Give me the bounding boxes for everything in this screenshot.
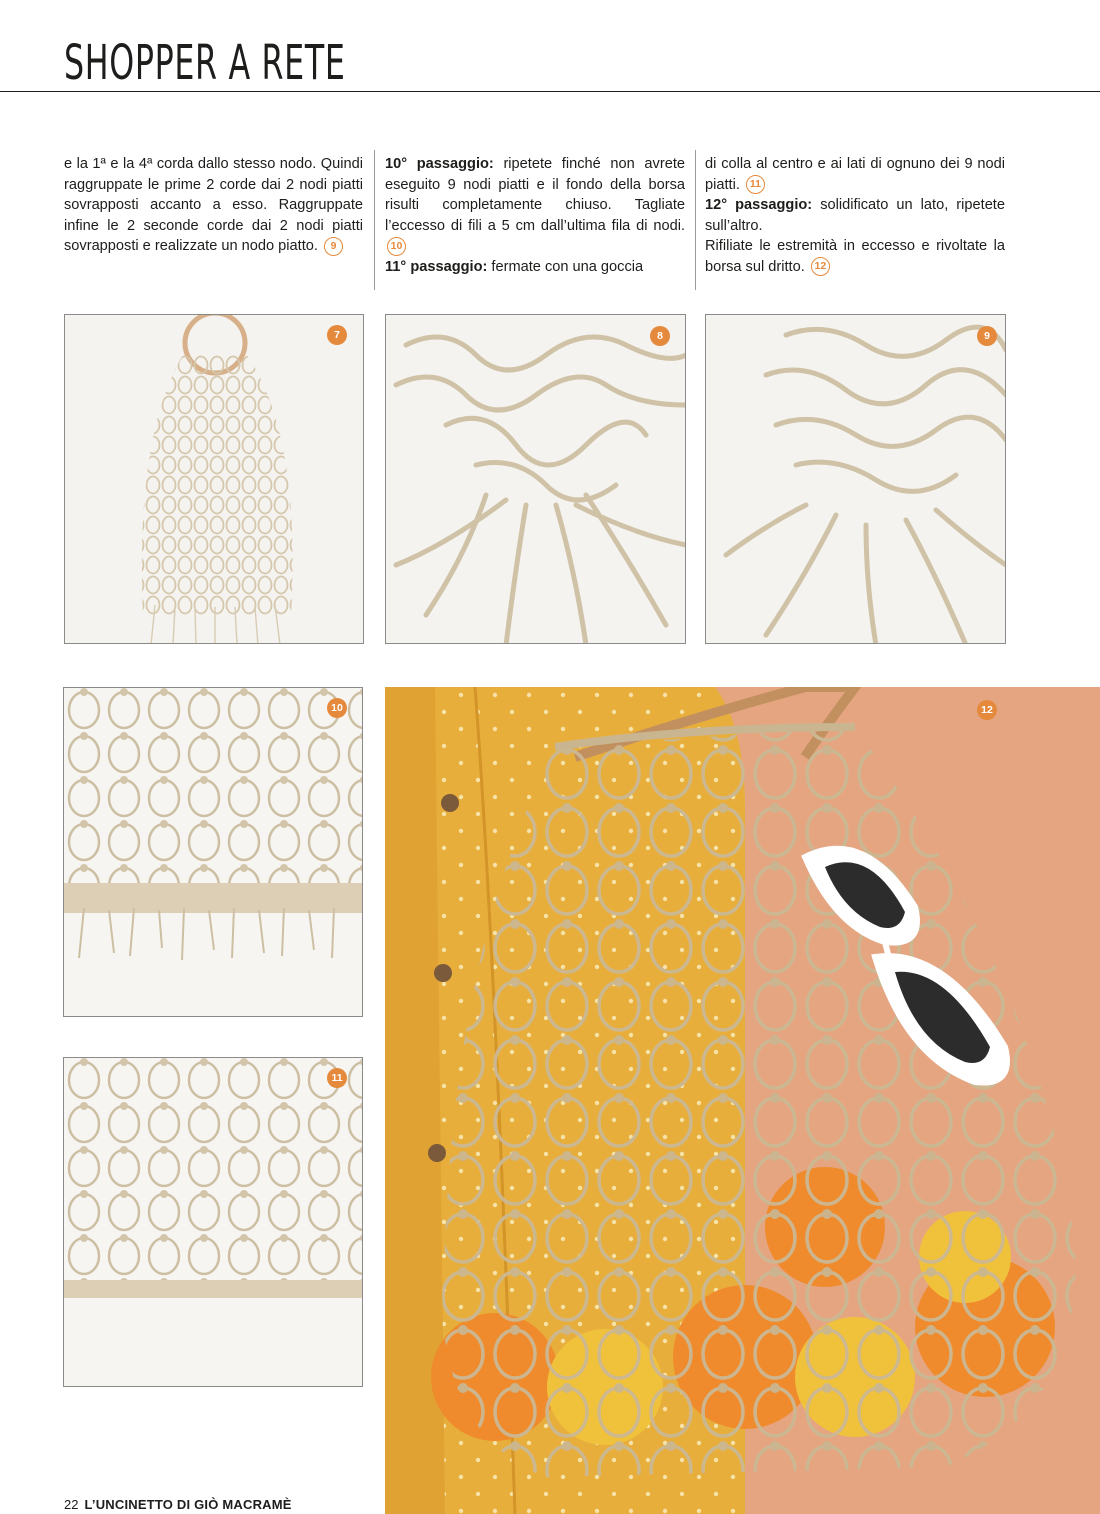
step-photo-8 xyxy=(385,314,686,644)
photo-badge-7: 7 xyxy=(327,325,347,345)
page-title: SHOPPER A RETE xyxy=(64,35,346,91)
step-reference-12: 12 xyxy=(811,257,830,276)
step-photo-7 xyxy=(64,314,364,644)
page-footer xyxy=(64,1497,292,1513)
step-11-label: 11° passaggio: xyxy=(385,258,488,275)
step-12-label: 12° passaggio: xyxy=(705,197,813,213)
step-11-cont-text: di colla al centro e ai lati di ognuno dei 9 nodi piatti. xyxy=(705,156,1005,193)
step-12-paragraph xyxy=(705,195,1005,236)
photo-badge-12: 12 xyxy=(977,700,997,720)
photo-badge-10: 10 xyxy=(327,698,347,718)
final-text: Rifiliate le estremità in eccesso e rivoltate la borsa sul dritto. xyxy=(705,238,1005,275)
step-10-label: 10° passaggio: xyxy=(385,156,494,172)
finished-bag-photo-12 xyxy=(385,687,1100,1514)
photo-badge-9: 9 xyxy=(977,326,997,346)
knot-closeup-illustration xyxy=(386,315,686,644)
step-10-text: ripetete finché non avrete eseguito 9 nodi piatti e il fondo della borsa risulti completamente chiuso. Tagliate l’eccesso di fili a 5 cm dall’ultima fila di nodi. xyxy=(385,156,685,234)
net-bag-illustration xyxy=(65,315,364,644)
column-1-paragraph xyxy=(64,154,363,257)
grouped-cords-illustration xyxy=(706,315,1006,644)
step-photo-9 xyxy=(705,314,1006,644)
step-12-text: solidificato un lato, ripetete sull’altro. xyxy=(705,197,1005,234)
page-number: 22 xyxy=(64,1497,79,1512)
photo-badge-11: 11 xyxy=(327,1068,347,1088)
photo-badge-8: 8 xyxy=(650,326,670,346)
magazine-name: L’UNCINETTO DI GIÒ MACRAMÈ xyxy=(84,1497,292,1512)
step-photo-11 xyxy=(63,1057,363,1387)
title-rule xyxy=(0,91,1100,92)
step-10-paragraph xyxy=(385,154,685,257)
instruction-column-1 xyxy=(64,154,363,286)
step-reference-11: 11 xyxy=(746,175,765,194)
step-11-paragraph xyxy=(385,257,685,278)
trimmed-net-illustration xyxy=(64,1058,363,1387)
column-divider xyxy=(374,150,375,290)
final-paragraph xyxy=(705,236,1005,277)
step-reference-10: 10 xyxy=(387,237,406,256)
finished-bag-illustration xyxy=(385,687,1100,1514)
column-divider xyxy=(695,150,696,290)
step-photo-10 xyxy=(63,687,363,1017)
instruction-column-3 xyxy=(705,154,1005,286)
step-reference-9: 9 xyxy=(324,237,343,256)
step-11-continued xyxy=(705,154,1005,195)
instruction-column-2 xyxy=(385,154,685,286)
column-1-text: e la 1ª e la 4ª corda dallo stesso nodo. Quindi raggruppate le prime 2 corde dai 2 nodi piatti sovrapposti accanto a esso. Raggruppate infine le 2 seconde corde dai 2 nodi piatti sovrapposti e realizzate un nodo piatto. xyxy=(64,156,363,254)
net-bottom-illustration xyxy=(64,688,363,1017)
step-11-text: fermate con una goccia xyxy=(487,258,644,275)
